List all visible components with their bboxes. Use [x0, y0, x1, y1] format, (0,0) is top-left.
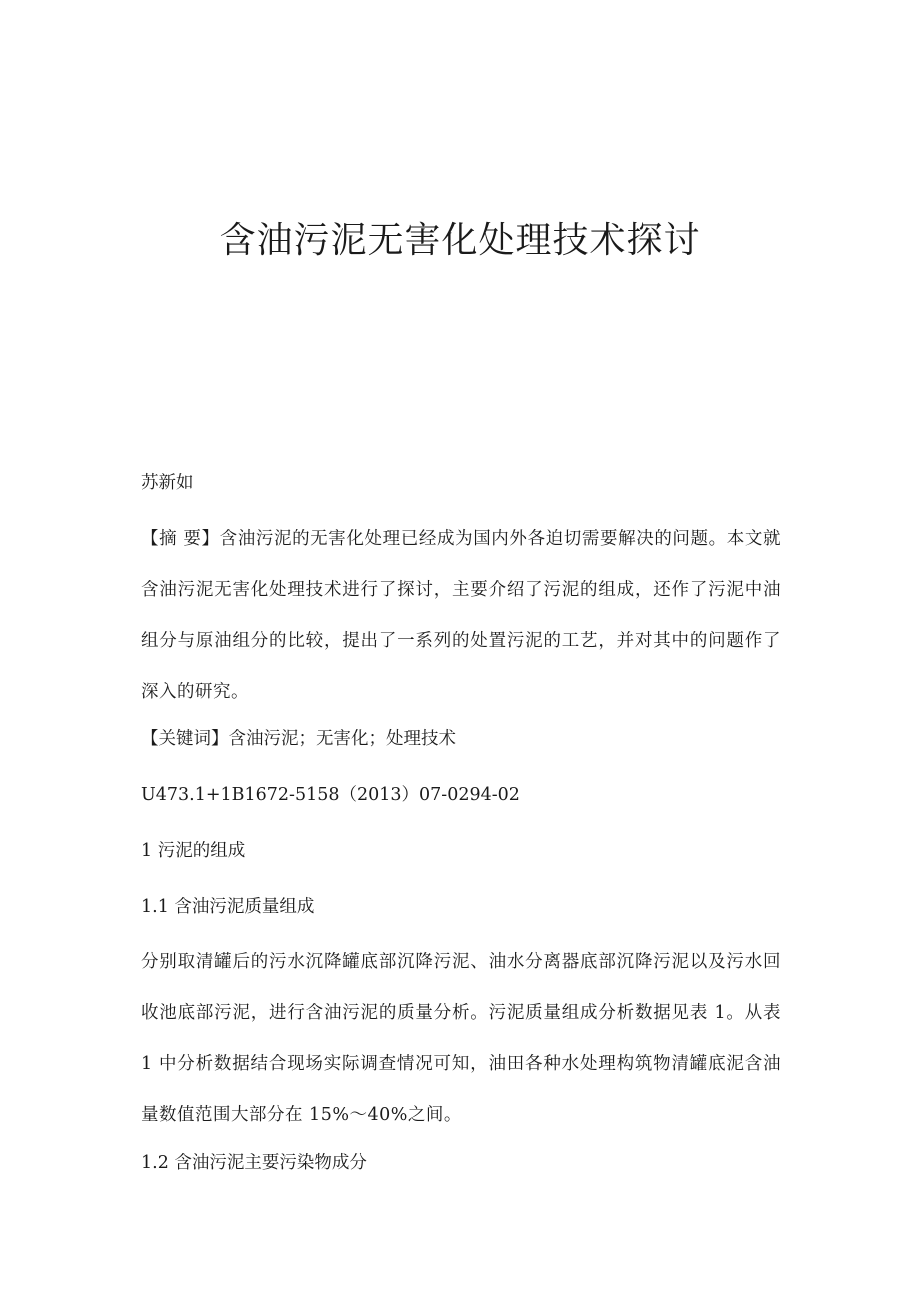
classification-code: U473.1+1B1672-5158（2013）07-0294-02	[141, 785, 520, 805]
subsection-heading: 1.2 含油污泥主要污染物成分	[141, 1153, 367, 1173]
section-heading: 1 污泥的组成	[141, 841, 246, 861]
document-title: 含油污泥无害化处理技术探讨	[219, 220, 701, 261]
subsection-heading: 1.1 含油污泥质量组成	[141, 897, 315, 917]
keywords-line: 【关键词】含油污泥；无害化；处理技术	[141, 729, 456, 749]
abstract-paragraph: 【摘 要】含油污泥的无害化处理已经成为国内外各迫切需要解决的问题。本文就含油污泥无害化处理技术进行了探讨，主要介绍了污泥的组成，还作了污泥中油组分与原油组分的比较，提出了一系列的处置污泥的工艺，并对其中的问题作了深入的研究。	[141, 529, 781, 702]
author-name: 苏新如	[141, 473, 194, 493]
body-paragraph: 分别取清罐后的污水沉降罐底部沉降污泥、油水分离器底部沉降污泥以及污水回收池底部污泥，进行含油污泥的质量分析。污泥质量组成分析数据见表 1。从表 1 中分析数据结合现场实际调查情况可知，油田各种水处理构筑物清罐底泥含油量数值范围大部分在 15%～40%之间。	[141, 952, 781, 1125]
